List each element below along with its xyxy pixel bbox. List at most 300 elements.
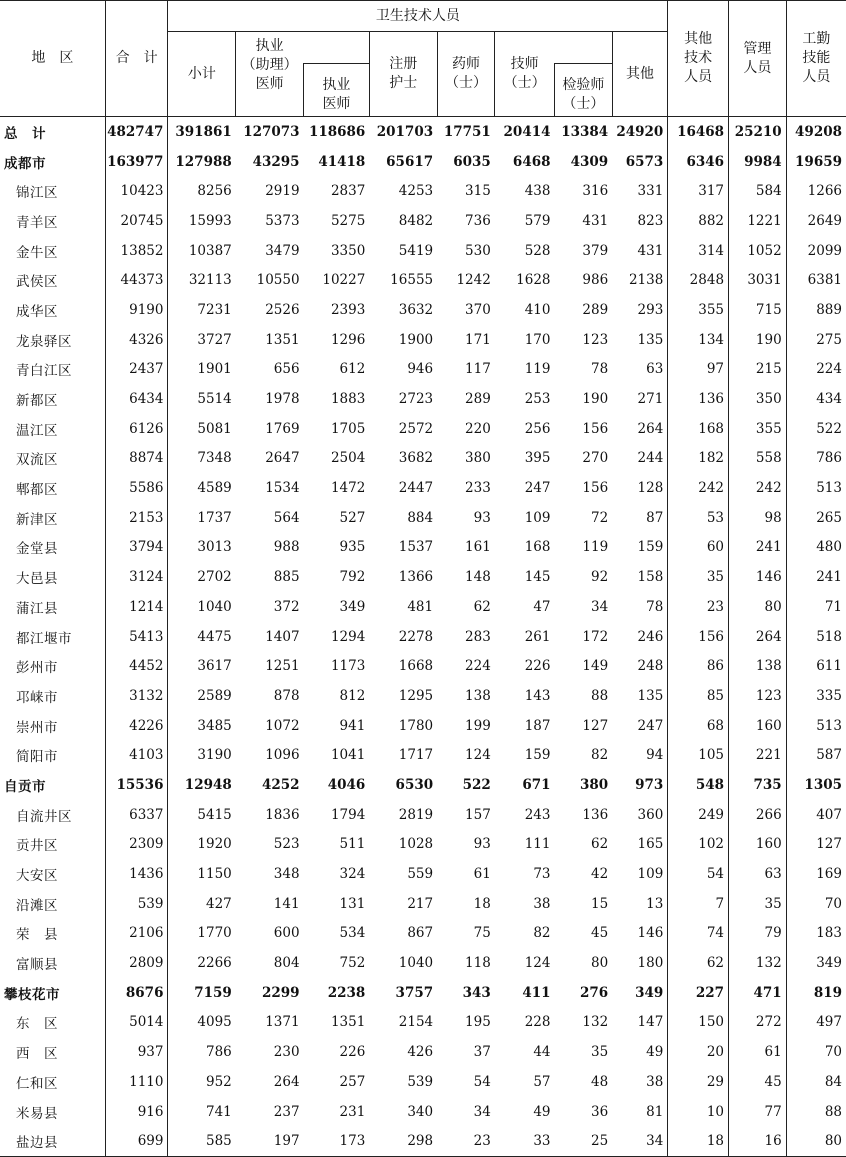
- table-cell: 264: [729, 622, 787, 652]
- table-cell: 1794: [330, 806, 366, 823]
- table-cell: 136: [668, 384, 729, 414]
- region-name: 金牛区: [0, 236, 105, 266]
- table-cell: 80: [786, 1126, 846, 1156]
- table-cell: 1407: [265, 628, 300, 645]
- table-cell: 2702: [197, 569, 232, 586]
- table-cell: 539: [105, 889, 168, 919]
- table-row: [0, 414, 846, 444]
- table-cell: 48: [590, 1073, 609, 1090]
- table-cell: 736: [465, 212, 491, 229]
- table-cell: 2837: [330, 183, 366, 200]
- table-cell: 1305: [804, 776, 842, 793]
- table-cell: 109: [524, 509, 551, 526]
- table-cell: 3479: [265, 242, 300, 259]
- table-cell: 952: [205, 1073, 232, 1090]
- region-name: 龙泉驿区: [0, 325, 105, 355]
- table-cell: 2589: [197, 687, 232, 704]
- table-cell: 49208: [795, 123, 842, 140]
- table-cell: 271: [612, 384, 668, 414]
- table-cell: 878: [273, 687, 300, 704]
- table-cell: 160: [729, 830, 787, 860]
- table-cell: 38: [612, 1067, 668, 1097]
- table-cell: 1214: [105, 592, 168, 622]
- region-name: 成华区: [0, 295, 105, 325]
- table-cell: 530: [465, 242, 491, 259]
- table-cell: 1737: [197, 509, 232, 526]
- table-cell: 275: [816, 331, 842, 348]
- table-row: [0, 503, 846, 533]
- table-cell: 497: [816, 1014, 842, 1031]
- table-cell: 10227: [322, 272, 366, 289]
- table-cell: 1041: [330, 747, 366, 764]
- table-cell: 1920: [197, 836, 232, 853]
- table-cell: 7348: [197, 450, 232, 467]
- table-cell: 70: [824, 1044, 842, 1061]
- table-cell: 61: [473, 866, 491, 883]
- table-cell: 15993: [188, 212, 232, 229]
- region-name: 荣 县: [0, 919, 105, 949]
- table-cell: 1717: [398, 747, 434, 764]
- table-cell: 93: [473, 509, 491, 526]
- table-cell: 157: [465, 806, 491, 823]
- table-row: [0, 592, 846, 622]
- table-cell: 25210: [729, 117, 787, 147]
- table-cell: 168: [524, 539, 551, 556]
- table-row: [0, 473, 846, 503]
- table-cell: 360: [612, 800, 668, 830]
- table-cell: 3727: [197, 331, 232, 348]
- table-cell: 600: [273, 925, 300, 942]
- table-cell: 4309: [570, 153, 609, 170]
- table-cell: 43295: [252, 153, 300, 170]
- table-cell: 172: [582, 628, 609, 645]
- table-cell: 1072: [265, 717, 300, 734]
- table-cell: 1366: [398, 569, 434, 586]
- table-cell: 49: [533, 1103, 551, 1120]
- table-cell: 380: [579, 776, 609, 793]
- table-cell: 13852: [105, 236, 168, 266]
- table-cell: 482747: [105, 117, 168, 147]
- table-cell: 298: [369, 1126, 437, 1156]
- table-cell: 118: [465, 955, 491, 972]
- table-cell: 1296: [330, 331, 366, 348]
- table-cell: 61: [729, 1037, 787, 1067]
- table-cell: 2138: [612, 265, 668, 295]
- table-row: [0, 147, 846, 177]
- table-row: [0, 355, 846, 385]
- table-cell: 1978: [265, 391, 300, 408]
- table-cell: 611: [816, 658, 842, 675]
- table-cell: 6337: [105, 800, 168, 830]
- table-cell: 2099: [807, 242, 842, 259]
- header-practicing-doctor: 执业 医师: [304, 64, 370, 117]
- table-cell: 431: [612, 236, 668, 266]
- region-name: 富顺县: [0, 948, 105, 978]
- table-cell: 2649: [807, 212, 842, 229]
- table-cell: 247: [612, 711, 668, 741]
- table-cell: 47: [533, 598, 551, 615]
- table-cell: 5419: [398, 242, 434, 259]
- table-cell: 199: [465, 717, 491, 734]
- table-cell: 4452: [105, 651, 168, 681]
- table-cell: 937: [105, 1037, 168, 1067]
- table-cell: 94: [612, 740, 668, 770]
- table-cell: 231: [339, 1103, 366, 1120]
- table-cell: 7231: [197, 301, 232, 318]
- table-cell: 190: [582, 391, 609, 408]
- table-cell: 1770: [197, 925, 232, 942]
- table-cell: 735: [729, 770, 787, 800]
- table-cell: 9984: [729, 147, 787, 177]
- region-name: 米易县: [0, 1097, 105, 1127]
- table-cell: 119: [524, 361, 551, 378]
- table-cell: 131: [339, 895, 366, 912]
- table-cell: 72: [590, 509, 609, 526]
- table-cell: 1351: [330, 1014, 366, 1031]
- table-row: [0, 800, 846, 830]
- table-cell: 355: [668, 295, 729, 325]
- table-cell: 1266: [807, 183, 842, 200]
- table-cell: 105: [668, 740, 729, 770]
- table-cell: 2238: [327, 984, 366, 1001]
- table-cell: 355: [729, 414, 787, 444]
- table-cell: 65617: [386, 153, 434, 170]
- table-cell: 715: [729, 295, 787, 325]
- table-cell: 243: [524, 806, 551, 823]
- table-cell: 411: [522, 984, 551, 1001]
- table-cell: 109: [612, 859, 668, 889]
- table-cell: 253: [524, 391, 551, 408]
- table-cell: 257: [339, 1073, 366, 1090]
- table-cell: 35: [668, 562, 729, 592]
- table-cell: 587: [816, 747, 842, 764]
- table-cell: 6035: [453, 153, 491, 170]
- table-cell: 187: [524, 717, 551, 734]
- table-cell: 3757: [395, 984, 434, 1001]
- table-cell: 242: [729, 473, 787, 503]
- region-name: 自贡市: [0, 770, 105, 800]
- table-cell: 6434: [105, 384, 168, 414]
- region-name: 仁和区: [0, 1067, 105, 1097]
- table-cell: 227: [668, 978, 729, 1008]
- table-cell: 2819: [398, 806, 434, 823]
- table-cell: 168: [668, 414, 729, 444]
- table-cell: 3031: [729, 265, 787, 295]
- table-cell: 230: [273, 1044, 300, 1061]
- table-cell: 786: [205, 1044, 232, 1061]
- table-cell: 1472: [330, 480, 366, 497]
- table-row: [0, 681, 846, 711]
- table-cell: 986: [582, 272, 609, 289]
- table-cell: 8256: [197, 183, 232, 200]
- table-cell: 1294: [330, 628, 366, 645]
- table-cell: 1242: [456, 272, 491, 289]
- region-name: 武侯区: [0, 265, 105, 295]
- table-cell: 54: [473, 1073, 491, 1090]
- table-cell: 786: [816, 450, 842, 467]
- table-cell: 13: [612, 889, 668, 919]
- table-cell: 159: [612, 533, 668, 563]
- table-cell: 6468: [512, 153, 551, 170]
- table-row: [0, 236, 846, 266]
- region-name: 盐边县: [0, 1126, 105, 1156]
- table-cell: 84: [824, 1073, 842, 1090]
- table-cell: 391861: [175, 123, 232, 140]
- table-cell: 480: [816, 539, 842, 556]
- table-cell: 1150: [197, 866, 232, 883]
- region-name: 成都市: [0, 147, 105, 177]
- table-cell: 1173: [330, 658, 366, 675]
- table-cell: 135: [612, 325, 668, 355]
- table-cell: 134: [668, 325, 729, 355]
- table-cell: 1251: [265, 658, 300, 675]
- table-cell: 585: [168, 1126, 236, 1156]
- region-name: 青白江区: [0, 355, 105, 385]
- table-cell: 349: [816, 955, 842, 972]
- header-other-tech: 其他 技术 人员: [668, 1, 729, 117]
- table-row: [0, 206, 846, 236]
- table-cell: 885: [273, 569, 300, 586]
- table-cell: 1052: [729, 236, 787, 266]
- table-cell: 438: [524, 183, 551, 200]
- table-cell: 82: [590, 747, 609, 764]
- region-name: 西 区: [0, 1037, 105, 1067]
- table-cell: 882: [668, 206, 729, 236]
- table-cell: 2504: [330, 450, 366, 467]
- table-cell: 54: [668, 859, 729, 889]
- table-cell: 63: [729, 859, 787, 889]
- table-cell: 71: [824, 598, 842, 615]
- table-cell: 270: [582, 450, 609, 467]
- table-cell: 135: [612, 681, 668, 711]
- table-cell: 9190: [105, 295, 168, 325]
- table-cell: 3632: [398, 301, 434, 318]
- table-cell: 98: [729, 503, 787, 533]
- table-cell: 2437: [105, 355, 168, 385]
- table-cell: 823: [612, 206, 668, 236]
- table-row: [0, 889, 846, 919]
- table-cell: 2723: [398, 391, 434, 408]
- table-cell: 1028: [398, 836, 434, 853]
- table-cell: 132: [729, 948, 787, 978]
- table-cell: 6126: [105, 414, 168, 444]
- table-cell: 1351: [265, 331, 300, 348]
- table-cell: 1096: [265, 747, 300, 764]
- table-cell: 340: [407, 1103, 434, 1120]
- table-cell: 18: [668, 1126, 729, 1156]
- table-cell: 171: [465, 331, 491, 348]
- table-cell: 68: [668, 711, 729, 741]
- table-cell: 2809: [105, 948, 168, 978]
- region-name: 东 区: [0, 1008, 105, 1038]
- table-cell: 35: [729, 889, 787, 919]
- table-cell: 471: [729, 978, 787, 1008]
- table-row: [0, 770, 846, 800]
- table-cell: 128: [612, 473, 668, 503]
- table-cell: 1371: [265, 1014, 300, 1031]
- table-cell: 2393: [330, 301, 366, 318]
- table-row: [0, 711, 846, 741]
- table-cell: 3617: [197, 658, 232, 675]
- table-cell: 29: [668, 1067, 729, 1097]
- table-row: [0, 295, 846, 325]
- table-cell: 283: [465, 628, 491, 645]
- table-cell: 5586: [105, 473, 168, 503]
- table-cell: 60: [668, 533, 729, 563]
- table-cell: 264: [273, 1073, 300, 1090]
- table-cell: 82: [533, 925, 551, 942]
- table-cell: 6346: [668, 147, 729, 177]
- table-cell: 92: [590, 569, 609, 586]
- table-cell: 372: [273, 598, 300, 615]
- table-cell: 158: [612, 562, 668, 592]
- table-cell: 62: [668, 948, 729, 978]
- table-cell: 228: [524, 1014, 551, 1031]
- table-cell: 534: [339, 925, 366, 942]
- table-cell: 2647: [265, 450, 300, 467]
- table-cell: 42: [590, 866, 609, 883]
- table-cell: 20745: [105, 206, 168, 236]
- table-cell: 156: [668, 622, 729, 652]
- table-cell: 156: [582, 480, 609, 497]
- table-cell: 15536: [105, 770, 168, 800]
- table-cell: 379: [582, 242, 609, 259]
- header-subtotal: 小计: [168, 32, 236, 117]
- table-cell: 10387: [188, 242, 232, 259]
- table-cell: 5014: [105, 1008, 168, 1038]
- table-cell: 1900: [398, 331, 434, 348]
- table-cell: 1901: [197, 361, 232, 378]
- header-lab-technician: 检验师 （士）: [555, 64, 613, 117]
- table-cell: 244: [612, 444, 668, 474]
- table-cell: 315: [465, 183, 491, 200]
- table-cell: 256: [524, 420, 551, 437]
- table-cell: 522: [462, 776, 491, 793]
- table-cell: 70: [824, 895, 842, 912]
- region-name: 锦江区: [0, 176, 105, 206]
- table-cell: 86: [668, 651, 729, 681]
- table-cell: 261: [524, 628, 551, 645]
- table-cell: 17751: [443, 123, 491, 140]
- table-cell: 671: [522, 776, 551, 793]
- table-cell: 3132: [105, 681, 168, 711]
- table-cell: 44373: [105, 265, 168, 295]
- region-name: 邛崃市: [0, 681, 105, 711]
- table-cell: 45: [590, 925, 609, 942]
- region-name: 贡井区: [0, 830, 105, 860]
- table-cell: 41418: [318, 153, 366, 170]
- table-cell: 246: [612, 622, 668, 652]
- table-cell: 49: [612, 1037, 668, 1067]
- table-cell: 331: [612, 176, 668, 206]
- table-cell: 434: [816, 391, 842, 408]
- table-cell: 889: [816, 301, 842, 318]
- table-cell: 24920: [612, 117, 668, 147]
- table-cell: 539: [407, 1073, 434, 1090]
- table-cell: 4226: [105, 711, 168, 741]
- table-cell: 564: [273, 509, 300, 526]
- table-cell: 149: [582, 658, 609, 675]
- table-cell: 935: [339, 539, 366, 556]
- header-management: 管理 人员: [729, 1, 787, 117]
- table-cell: 78: [590, 361, 609, 378]
- table-row: [0, 265, 846, 295]
- table-cell: 884: [407, 509, 434, 526]
- table-cell: 53: [668, 503, 729, 533]
- table-cell: 752: [339, 955, 366, 972]
- table-cell: 197: [236, 1126, 304, 1156]
- table-cell: 37: [473, 1044, 491, 1061]
- table-cell: 1705: [330, 420, 366, 437]
- table-cell: 523: [273, 836, 300, 853]
- region-name: 都江堰市: [0, 622, 105, 652]
- table-cell: 248: [612, 651, 668, 681]
- table-cell: 79: [729, 919, 787, 949]
- table-cell: 10: [668, 1097, 729, 1127]
- table-cell: 224: [465, 658, 491, 675]
- region-name: 双流区: [0, 444, 105, 474]
- table-cell: 946: [407, 361, 434, 378]
- table-row: [0, 1067, 846, 1097]
- table-cell: 146: [729, 562, 787, 592]
- table-cell: 124: [524, 955, 551, 972]
- table-header: [0, 1, 846, 117]
- table-cell: 170: [524, 331, 551, 348]
- table-cell: 2153: [105, 503, 168, 533]
- table-cell: 741: [205, 1103, 232, 1120]
- table-cell: 559: [407, 866, 434, 883]
- table-cell: 7: [668, 889, 729, 919]
- table-cell: 62: [590, 836, 609, 853]
- table-row: [0, 651, 846, 681]
- region-name: 新都区: [0, 384, 105, 414]
- region-name: 简阳市: [0, 740, 105, 770]
- header-region: 地 区: [0, 1, 105, 117]
- table-cell: 5415: [197, 806, 232, 823]
- table-cell: 159: [524, 747, 551, 764]
- table-cell: 5514: [197, 391, 232, 408]
- table-cell: 1668: [398, 658, 434, 675]
- table-cell: 289: [465, 391, 491, 408]
- table-cell: 350: [729, 384, 787, 414]
- table-cell: 217: [407, 895, 434, 912]
- table-cell: 2106: [105, 919, 168, 949]
- table-cell: 138: [729, 651, 787, 681]
- table-cell: 289: [582, 301, 609, 318]
- table-cell: 169: [816, 866, 842, 883]
- table-cell: 80: [729, 592, 787, 622]
- table-cell: 78: [612, 592, 668, 622]
- table-cell: 2266: [197, 955, 232, 972]
- table-cell: 57: [533, 1073, 551, 1090]
- header-registered-nurse: 注册 护士: [369, 32, 437, 117]
- table-cell: 4103: [105, 740, 168, 770]
- table-cell: 220: [465, 420, 491, 437]
- table-cell: 16468: [668, 117, 729, 147]
- table-cell: 242: [668, 473, 729, 503]
- table-cell: 34: [473, 1103, 491, 1120]
- table-cell: 916: [105, 1097, 168, 1127]
- table-cell: 119: [582, 539, 609, 556]
- table-cell: 407: [816, 806, 842, 823]
- table-cell: 1537: [398, 539, 434, 556]
- table-cell: 5275: [330, 212, 366, 229]
- table-cell: 226: [524, 658, 551, 675]
- table-cell: 266: [729, 800, 787, 830]
- table-cell: 4253: [398, 183, 434, 200]
- table-cell: 349: [339, 598, 366, 615]
- table-cell: 3794: [105, 533, 168, 563]
